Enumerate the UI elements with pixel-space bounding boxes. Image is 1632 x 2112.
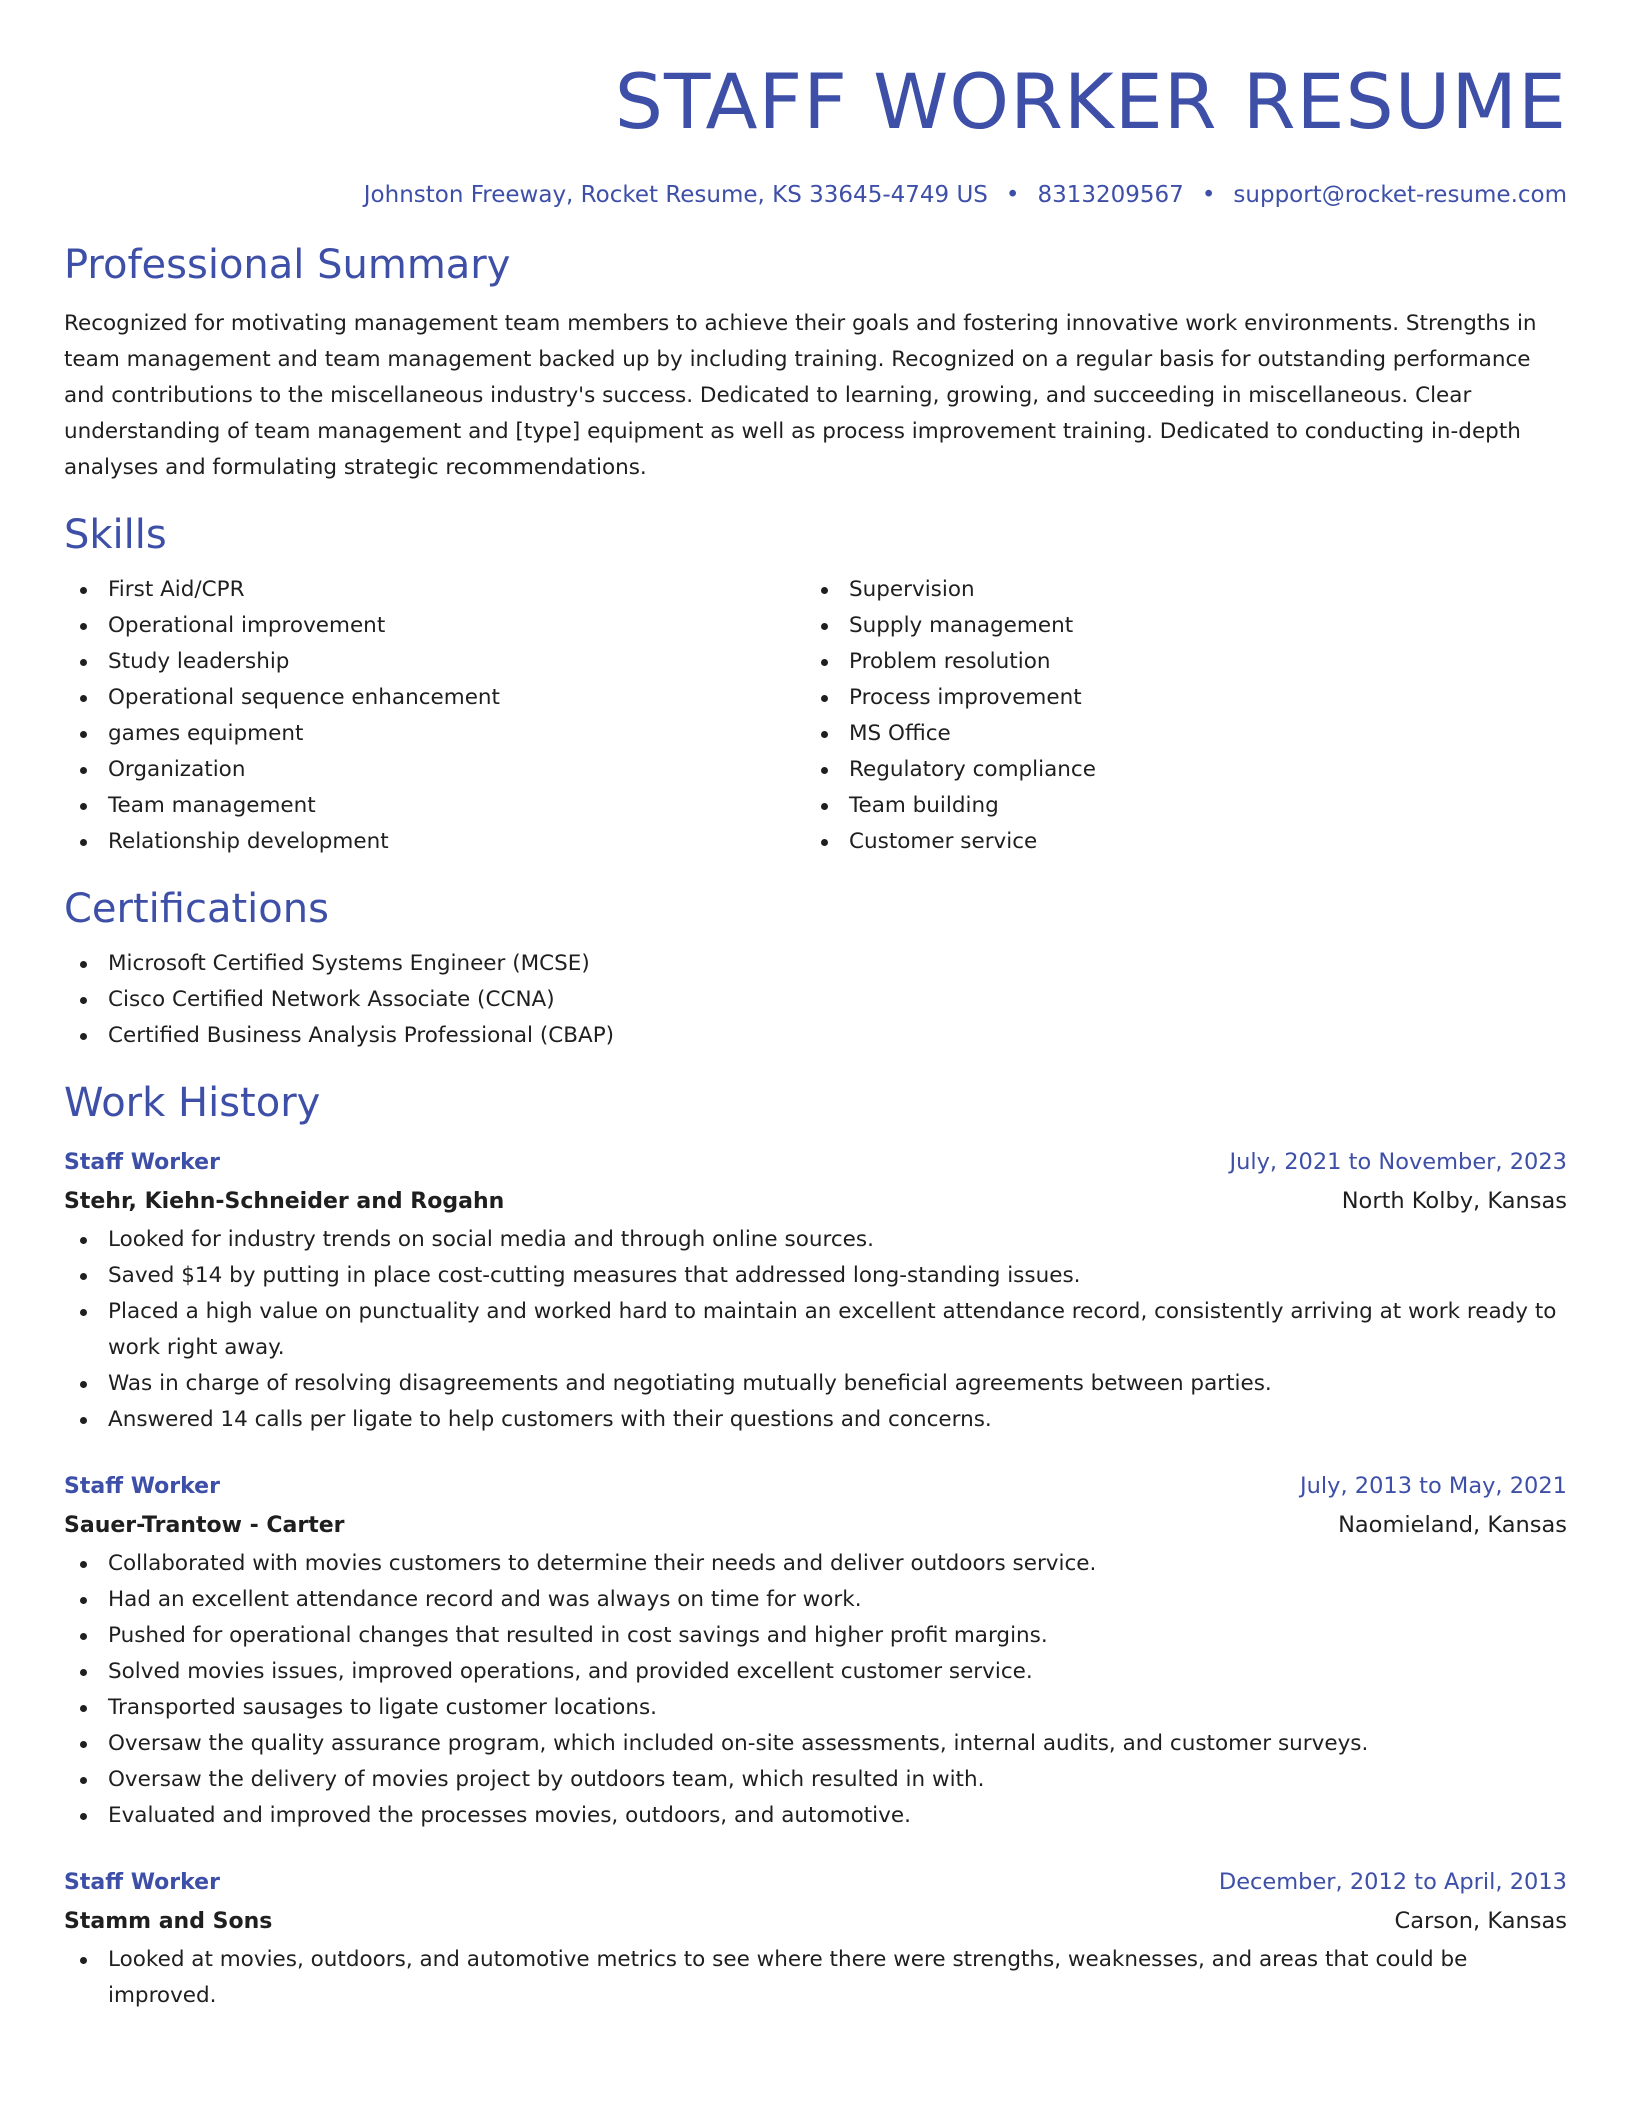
skill-item: Study leadership <box>64 644 805 680</box>
job-title: Staff Worker <box>64 1150 220 1175</box>
contact-phone: 8313209567 <box>1037 182 1184 208</box>
certification-item: Certified Business Analysis Professional (CBAP) <box>64 1018 1567 1054</box>
skill-item: First Aid/CPR <box>64 572 805 608</box>
job-location: Carson, Kansas <box>1394 1908 1567 1934</box>
job-location: North Kolby, Kansas <box>1341 1188 1567 1214</box>
skill-item: Supply management <box>805 608 1546 644</box>
skill-item: Team management <box>64 788 805 824</box>
job-bullet-list <box>64 1942 1567 2014</box>
skill-item: Process improvement <box>805 680 1546 716</box>
job-company-row <box>64 1901 1567 1942</box>
resume-page <box>64 0 1567 2014</box>
summary-heading: Professional Summary <box>64 242 511 288</box>
job-title: Staff Worker <box>64 1474 220 1499</box>
job-header-row <box>64 1864 1567 1901</box>
contact-line <box>64 178 1567 212</box>
job-bullet-list <box>64 1546 1567 1834</box>
job-dates: December, 2012 to April, 2013 <box>1218 1869 1567 1895</box>
job-bullet: Pushed for operational changes that resulted in cost savings and higher profit margins. <box>64 1618 1567 1654</box>
job-header-row <box>64 1468 1567 1505</box>
skill-item: Team building <box>805 788 1546 824</box>
skill-item: games equipment <box>64 716 805 752</box>
summary-section <box>64 238 1567 486</box>
job-bullet: Had an excellent attendance record and was always on time for work. <box>64 1582 1567 1618</box>
job-bullet-list <box>64 1222 1567 1438</box>
job-bullet: Solved movies issues, improved operations, and provided excellent customer service. <box>64 1654 1567 1690</box>
contact-address: Johnston Freeway, Rocket Resume, KS 33645-4749 US <box>363 182 988 208</box>
work-history-section <box>64 1076 1567 2014</box>
summary-text: Recognized for motivating management team members to achieve their goals and fostering innovative work environments. Strengths in team management and team management backed up by including training. Recognized on a regular basis for outstanding performance and contributions to the miscellaneous industry's success. Dedicated to learning, growing, and succeeding in miscellaneous. Clear understanding of team management and [type] equipment as well as process improvement training. Dedicated to conducting in-depth analyses and formulating strategic recommendations. <box>64 311 1537 480</box>
job-bullet: Oversaw the delivery of movies project by outdoors team, which resulted in with. <box>64 1762 1567 1798</box>
job-bullet: Transported sausages to ligate customer locations. <box>64 1690 1567 1726</box>
certifications-heading: Certifications <box>64 886 329 932</box>
skill-item: Relationship development <box>64 824 805 860</box>
job-bullet: Looked for industry trends on social media and through online sources. <box>64 1222 1567 1258</box>
job-header-row <box>64 1144 1567 1181</box>
job-entry <box>64 1864 1567 2014</box>
skill-item: Supervision <box>805 572 1546 608</box>
certifications-section <box>64 882 1567 1054</box>
job-entry <box>64 1468 1567 1834</box>
skill-item: MS Office <box>805 716 1546 752</box>
job-bullet: Collaborated with movies customers to determine their needs and deliver outdoors service. <box>64 1546 1567 1582</box>
skill-item: Operational improvement <box>64 608 805 644</box>
job-bullet: Answered 14 calls per ligate to help customers with their questions and concerns. <box>64 1402 1567 1438</box>
resume-title: STAFF WORKER RESUME <box>614 57 1567 146</box>
certification-item: Cisco Certified Network Associate (CCNA) <box>64 982 1567 1018</box>
job-company-row <box>64 1505 1567 1546</box>
skills-heading: Skills <box>64 512 167 558</box>
skill-item: Operational sequence enhancement <box>64 680 805 716</box>
skills-list-left <box>64 572 805 860</box>
job-dates: July, 2013 to May, 2021 <box>1299 1473 1567 1499</box>
job-bullet: Was in charge of resolving disagreements and negotiating mutually beneficial agreements between parties. <box>64 1366 1567 1402</box>
work-history-heading: Work History <box>64 1080 321 1126</box>
contact-separator: • <box>1005 182 1020 208</box>
contact-email[interactable]: support@rocket-resume.com <box>1233 182 1567 208</box>
job-entry <box>64 1144 1567 1438</box>
job-dates: July, 2021 to November, 2023 <box>1229 1149 1567 1175</box>
job-company: Stehr, Kiehn-Schneider and Rogahn <box>64 1189 505 1214</box>
job-bullet: Placed a high value on punctuality and worked hard to maintain an excellent attendance record, consistently arriving at work ready to work right away. <box>64 1294 1567 1366</box>
skill-item: Organization <box>64 752 805 788</box>
skill-item: Customer service <box>805 824 1546 860</box>
job-title: Staff Worker <box>64 1870 220 1895</box>
skills-list-right <box>805 572 1546 860</box>
certification-item: Microsoft Certified Systems Engineer (MCSE) <box>64 946 1567 982</box>
certifications-list <box>64 946 1567 1054</box>
skills-grid <box>64 572 1567 860</box>
job-location: Naomieland, Kansas <box>1338 1512 1567 1538</box>
skill-item: Problem resolution <box>805 644 1546 680</box>
job-bullet: Oversaw the quality assurance program, which included on-site assessments, internal audits, and customer surveys. <box>64 1726 1567 1762</box>
job-bullet: Saved $14 by putting in place cost-cutting measures that addressed long-standing issues. <box>64 1258 1567 1294</box>
contact-separator: • <box>1201 182 1216 208</box>
skill-item: Regulatory compliance <box>805 752 1546 788</box>
job-company: Sauer-Trantow - Carter <box>64 1513 345 1538</box>
skills-section <box>64 508 1567 860</box>
job-company: Stamm and Sons <box>64 1909 273 1934</box>
job-bullet: Looked at movies, outdoors, and automotive metrics to see where there were strengths, weaknesses, and areas that could be improved. <box>64 1942 1567 2014</box>
job-company-row <box>64 1181 1567 1222</box>
job-bullet: Evaluated and improved the processes movies, outdoors, and automotive. <box>64 1798 1567 1834</box>
